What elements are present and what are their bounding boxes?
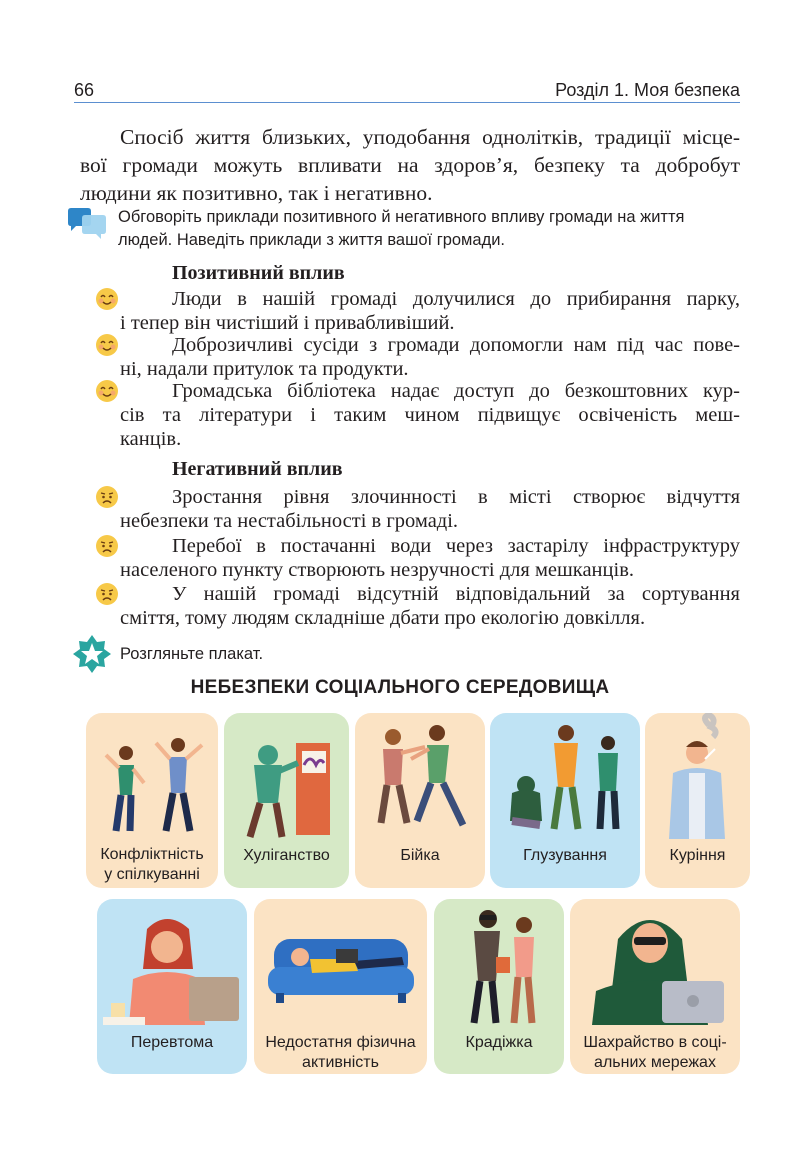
item-line: канців. — [120, 428, 182, 450]
item-line: Доброзичливі сусіди з громади допомогли нам під час пове- — [172, 334, 740, 356]
item-line: і тепер він чистіший і привабливіший. — [120, 312, 455, 334]
intro-line: Спосіб життя близьких, уподобання однолітків, традиції місце- — [120, 125, 740, 149]
smile-icon — [95, 379, 119, 403]
negative-item — [120, 582, 740, 630]
sad-face-icon — [95, 534, 119, 558]
discussion-icon — [66, 207, 108, 241]
poster-title: НЕБЕЗПЕКИ СОЦІАЛЬНОГО СЕРЕДОВИЩА — [190, 677, 610, 698]
item-line: Громадська бібліотека надає доступ до безкоштовних кур- — [172, 380, 740, 402]
card-label-line: альних мережах — [594, 1054, 716, 1071]
poster-card-mockery — [490, 713, 640, 888]
positive-item — [120, 287, 740, 335]
item-line: ні, надали притулок та продукти. — [120, 358, 409, 380]
positive-item — [120, 333, 740, 381]
item-line: У нашій громаді відсутній відповідальний за сортування — [172, 583, 740, 605]
card-label: Бійка — [400, 847, 440, 864]
smile-icon — [95, 287, 119, 311]
negative-item — [120, 485, 740, 533]
page-number: 66 — [74, 80, 95, 100]
poster-card-fight — [355, 713, 485, 888]
item-line: Зростання рівня злочинності в місті створює відчуття — [172, 486, 740, 508]
poster-card-fatigue — [97, 899, 247, 1074]
discussion-line: людей. Наведіть приклади з життя вашої громади. — [118, 231, 506, 249]
card-label — [254, 1033, 427, 1073]
card-label-line: активність — [302, 1054, 379, 1071]
card-label: Крадіжка — [465, 1034, 533, 1051]
card-label-line: Конфліктність — [100, 846, 204, 863]
task-text: Розгляньте плакат. — [120, 645, 264, 663]
positive-title: Позитивний вплив — [172, 262, 345, 284]
item-line: небезпеки та нестабільності в громаді. — [120, 510, 459, 532]
item-line: сів та літератури і таким чином підвищує освіченість меш- — [120, 404, 740, 426]
card-label: Глузування — [523, 847, 607, 864]
card-label: Хуліганство — [243, 847, 330, 864]
card-label-line: Шахрайство в соці- — [583, 1034, 727, 1051]
poster-card-smoking — [645, 713, 750, 888]
card-label: Перевтома — [130, 1034, 214, 1051]
positive-item — [120, 379, 740, 451]
discussion-line: Обговоріть приклади позитивного й негативного впливу громади на життя — [118, 208, 685, 226]
poster-card-conflict — [86, 713, 218, 888]
card-label: Куріння — [669, 847, 726, 864]
page-header — [74, 78, 740, 103]
item-line: Перебої в постачанні води через застарілу інфраструктуру — [172, 535, 740, 557]
sad-face-icon — [95, 485, 119, 509]
card-label — [570, 1033, 740, 1073]
sad-face-icon — [95, 582, 119, 606]
intro-line: людини як позитивно, так і негативно. — [80, 181, 433, 205]
discussion-text — [118, 206, 740, 252]
poster-card-scam — [570, 899, 740, 1074]
intro-paragraph — [80, 123, 740, 207]
item-line: населеного пункту створюють незручності для мешканців. — [120, 559, 635, 581]
card-label-line: у спілкуванні — [104, 866, 200, 883]
section-title: Розділ 1. Моя безпека — [555, 80, 740, 100]
star-task-icon — [72, 634, 112, 674]
card-label — [86, 845, 218, 885]
smile-icon — [95, 333, 119, 357]
poster-card-hooliganism — [224, 713, 349, 888]
negative-title: Негативний вплив — [172, 458, 343, 480]
card-label-line: Недостатня фізична — [265, 1034, 416, 1051]
intro-line: вої громади можуть впливати на здоров’я, безпеку та добробут — [80, 153, 740, 177]
poster-card-theft — [434, 899, 564, 1074]
poster-card-inactivity — [254, 899, 427, 1074]
item-line: Люди в нашій громаді долучилися до прибирання парку, — [172, 288, 740, 310]
item-line: сміття, тому людям складніше дбати про екологію довкілля. — [120, 607, 646, 629]
negative-item — [120, 534, 740, 582]
